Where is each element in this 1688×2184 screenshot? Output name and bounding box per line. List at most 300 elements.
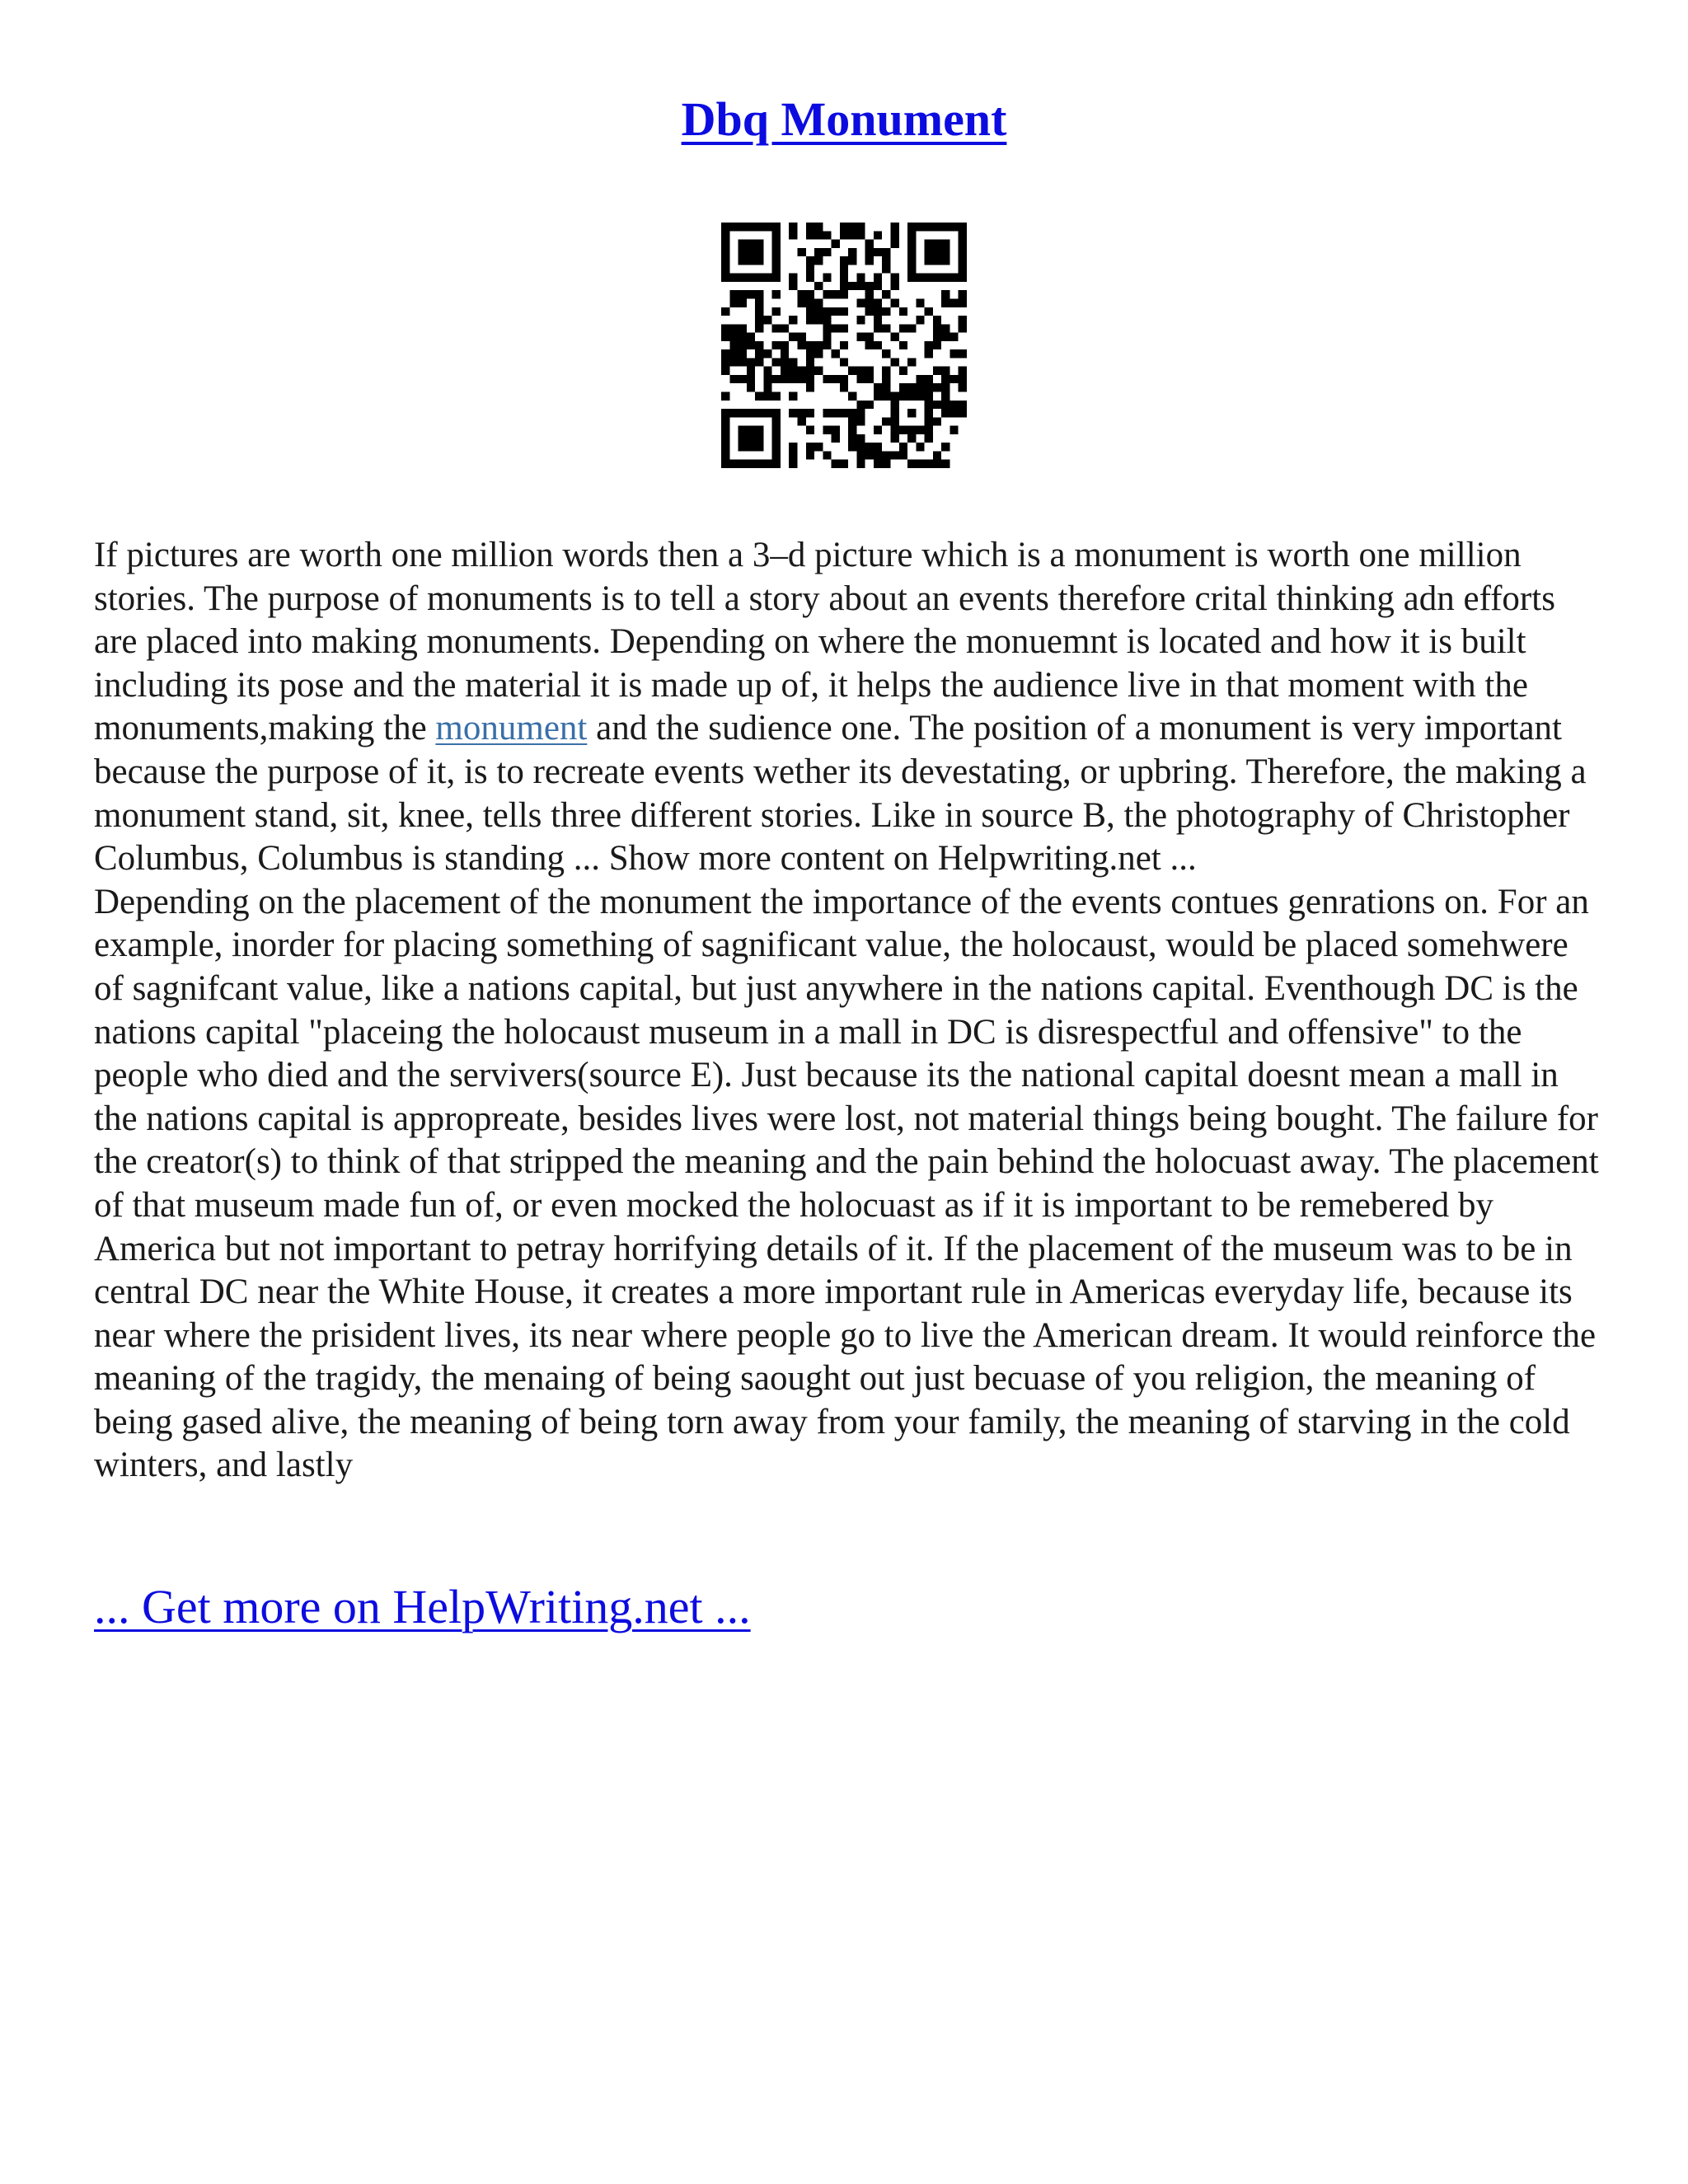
qr-module <box>814 316 823 324</box>
qr-module <box>933 401 941 409</box>
qr-module <box>874 307 882 316</box>
qr-module <box>832 240 840 248</box>
qr-module <box>959 409 967 417</box>
qr-module <box>959 248 967 256</box>
qr-module <box>899 367 907 375</box>
qr-module <box>882 417 890 425</box>
qr-module <box>933 223 941 231</box>
qr-module <box>865 367 874 375</box>
qr-module <box>789 316 797 324</box>
qr-module <box>729 324 738 332</box>
qr-module <box>840 324 848 332</box>
qr-module <box>797 248 805 256</box>
qr-module <box>747 290 755 298</box>
qr-module <box>823 375 831 383</box>
qr-module <box>721 333 729 341</box>
qr-module <box>814 298 823 307</box>
qr-module <box>772 341 781 349</box>
qr-module <box>933 383 941 391</box>
qr-module <box>840 307 848 316</box>
qr-module <box>874 383 882 391</box>
qr-module <box>755 290 763 298</box>
qr-module <box>721 443 729 451</box>
qr-module <box>959 316 967 324</box>
qr-module <box>747 333 755 341</box>
paragraph-1 <box>94 534 1602 881</box>
qr-module <box>959 401 967 409</box>
qr-module <box>925 392 933 401</box>
qr-module <box>721 349 729 358</box>
qr-module <box>941 401 950 409</box>
qr-module <box>933 333 941 341</box>
qr-module <box>874 460 882 468</box>
qr-module <box>755 298 763 307</box>
qr-module <box>882 375 890 383</box>
qr-module <box>916 443 924 451</box>
qr-module <box>856 231 865 239</box>
qr-module <box>950 426 958 434</box>
qr-module <box>781 349 789 358</box>
qr-module <box>789 282 797 290</box>
qr-module <box>865 290 874 298</box>
qr-module <box>899 307 907 316</box>
qr-module <box>797 409 805 417</box>
qr-module <box>925 341 933 349</box>
qr-module <box>823 341 831 349</box>
qr-module <box>832 324 840 332</box>
qr-module <box>848 231 856 239</box>
qr-module <box>721 451 729 459</box>
qr-module <box>840 375 848 383</box>
qr-module <box>721 460 729 468</box>
qr-module <box>916 383 924 391</box>
qr-module <box>747 358 755 366</box>
qr-module <box>806 341 814 349</box>
qr-module <box>899 383 907 391</box>
qr-module <box>840 223 848 231</box>
paragraph-1-text-a: If pictures are worth one million words then a 3–d picture which is a monument is worth one million stories. The purpose of monuments is to tell a story about an events therefore crital thinking adn efforts are placed into making monuments. Depending on where the monuemnt is located and how it is built including its pose and the material it is made up of, it helps the audience live in that moment with the monuments,making the <box>94 536 1555 748</box>
qr-module <box>840 383 848 391</box>
qr-module <box>772 248 781 256</box>
qr-module <box>814 341 823 349</box>
qr-module <box>856 367 865 375</box>
qr-module <box>891 426 899 434</box>
monument-link[interactable]: monument <box>435 709 588 748</box>
qr-module <box>738 324 747 332</box>
get-more-link[interactable]: ... Get more on HelpWriting.net ... <box>94 1580 751 1633</box>
qr-module <box>721 409 729 417</box>
title-link[interactable]: Dbq Monument <box>681 92 1007 146</box>
qr-module <box>806 298 814 307</box>
qr-module <box>941 240 950 248</box>
qr-module <box>933 367 941 375</box>
qr-module <box>891 240 899 248</box>
qr-module <box>856 451 865 459</box>
qr-module <box>747 383 755 391</box>
qr-module <box>781 341 789 349</box>
qr-module <box>925 460 933 468</box>
qr-module <box>856 417 865 425</box>
qr-module <box>865 307 874 316</box>
qr-module <box>933 256 941 265</box>
qr-module <box>823 316 831 324</box>
qr-module <box>865 401 874 409</box>
qr-module <box>856 434 865 443</box>
qr-module <box>823 333 831 341</box>
qr-module <box>874 392 882 401</box>
qr-module <box>882 248 890 256</box>
qr-module <box>797 290 805 298</box>
qr-module <box>907 240 916 248</box>
qr-module <box>755 358 763 366</box>
qr-module <box>772 392 781 401</box>
qr-module <box>747 375 755 383</box>
qr-module <box>959 265 967 273</box>
qr-module <box>832 290 840 298</box>
qr-module <box>899 392 907 401</box>
qr-module <box>916 375 924 383</box>
qr-module <box>721 367 729 375</box>
qr-module <box>891 401 899 409</box>
qr-module <box>747 367 755 375</box>
qr-module <box>840 460 848 468</box>
qr-module <box>755 248 763 256</box>
qr-module <box>891 434 899 443</box>
qr-module <box>916 316 924 324</box>
qr-module <box>721 434 729 443</box>
qr-module <box>747 426 755 434</box>
qr-module <box>772 451 781 459</box>
qr-module <box>789 223 797 231</box>
qr-module <box>797 341 805 349</box>
qr-module <box>763 375 771 383</box>
qr-module <box>772 274 781 282</box>
qr-module <box>755 256 763 265</box>
qr-module <box>925 409 933 417</box>
qr-module <box>941 324 950 332</box>
qr-module <box>806 316 814 324</box>
qr-module <box>755 349 763 358</box>
qr-module <box>755 324 763 332</box>
qr-module <box>721 248 729 256</box>
qr-module <box>772 307 781 316</box>
qr-module <box>832 434 840 443</box>
qr-module <box>848 367 856 375</box>
qr-module <box>806 443 814 451</box>
qr-module <box>941 223 950 231</box>
qr-module <box>874 316 882 324</box>
qr-module <box>941 367 950 375</box>
qr-code <box>721 223 967 468</box>
qr-module <box>925 383 933 391</box>
qr-module <box>789 358 797 366</box>
qr-module <box>721 324 729 332</box>
qr-module <box>959 298 967 307</box>
qr-module <box>806 349 814 358</box>
paragraph-1-text-b: and the sudience one. The position of a monument is very important because the purpose of it, is to recreate events wether its devestating, or upbring. Therefore, the making a monument stand, sit, knee, tells three different stories. Like in source B, the photography of Christopher Columbus, Columbus is standing ... Show more content on Helpwriting.net ... <box>94 709 1587 879</box>
qr-module <box>856 375 865 383</box>
qr-module <box>856 401 865 409</box>
qr-module <box>959 274 967 282</box>
qr-module <box>738 298 747 307</box>
qr-module <box>899 426 907 434</box>
qr-module <box>907 358 916 366</box>
qr-module <box>781 367 789 375</box>
qr-module <box>738 290 747 298</box>
qr-module <box>755 409 763 417</box>
qr-module <box>772 358 781 366</box>
qr-module <box>755 274 763 282</box>
qr-module <box>882 383 890 391</box>
qr-module <box>806 451 814 459</box>
qr-module <box>772 223 781 231</box>
qr-module <box>814 367 823 375</box>
qr-module <box>959 349 967 358</box>
qr-module <box>763 274 771 282</box>
qr-module <box>738 256 747 265</box>
qr-module <box>848 409 856 417</box>
qr-module <box>823 274 831 282</box>
qr-module <box>874 443 882 451</box>
qr-module <box>865 282 874 290</box>
qr-module <box>865 451 874 459</box>
qr-module <box>933 316 941 324</box>
qr-module <box>856 316 865 324</box>
qr-module <box>772 443 781 451</box>
qr-module <box>755 460 763 468</box>
qr-module <box>755 426 763 434</box>
qr-module <box>721 256 729 265</box>
qr-module <box>772 426 781 434</box>
qr-module <box>848 392 856 401</box>
qr-module <box>738 460 747 468</box>
qr-module <box>959 290 967 298</box>
qr-module <box>865 375 874 383</box>
qr-module <box>950 409 958 417</box>
qr-module <box>738 274 747 282</box>
qr-module <box>755 434 763 443</box>
qr-module <box>933 417 941 425</box>
qr-module <box>882 307 890 316</box>
qr-module <box>747 460 755 468</box>
qr-module <box>721 223 729 231</box>
qr-module <box>806 223 814 231</box>
qr-module <box>721 274 729 282</box>
qr-module <box>916 223 924 231</box>
qr-module <box>772 434 781 443</box>
qr-module <box>899 451 907 459</box>
qr-module <box>941 333 950 341</box>
qr-module <box>941 375 950 383</box>
qr-module <box>874 451 882 459</box>
qr-module <box>840 358 848 366</box>
qr-module <box>729 290 738 298</box>
qr-module <box>941 248 950 256</box>
qr-module <box>772 290 781 298</box>
qr-module <box>823 409 831 417</box>
qr-module <box>865 333 874 341</box>
qr-module <box>814 223 823 231</box>
qr-module <box>789 274 797 282</box>
qr-module <box>814 443 823 451</box>
qr-module <box>959 223 967 231</box>
qr-module <box>729 409 738 417</box>
qr-module <box>755 392 763 401</box>
qr-module <box>823 248 831 256</box>
qr-module <box>959 256 967 265</box>
qr-module <box>738 333 747 341</box>
qr-module <box>941 383 950 391</box>
qr-module <box>916 274 924 282</box>
qr-module <box>891 333 899 341</box>
qr-module <box>950 375 958 383</box>
qr-module <box>738 240 747 248</box>
qr-module <box>797 375 805 383</box>
qr-module <box>874 341 882 349</box>
qr-module <box>832 375 840 383</box>
qr-module <box>772 417 781 425</box>
qr-module <box>865 256 874 265</box>
qr-module <box>755 341 763 349</box>
qr-module <box>806 290 814 298</box>
qr-module <box>823 451 831 459</box>
qr-module <box>882 451 890 459</box>
qr-module <box>729 341 738 349</box>
qr-module <box>959 231 967 239</box>
qr-module <box>729 274 738 282</box>
qr-module <box>907 460 916 468</box>
qr-module <box>806 367 814 375</box>
qr-module <box>840 290 848 298</box>
qr-module <box>941 274 950 282</box>
qr-module <box>959 367 967 375</box>
qr-module <box>721 417 729 425</box>
qr-module <box>832 460 840 468</box>
qr-module <box>789 333 797 341</box>
qr-module <box>925 434 933 443</box>
qr-module <box>738 341 747 349</box>
qr-module <box>823 307 831 316</box>
qr-module <box>729 333 738 341</box>
qr-module <box>882 256 890 265</box>
qr-module <box>806 307 814 316</box>
qr-module <box>806 274 814 282</box>
qr-module <box>772 265 781 273</box>
qr-module <box>806 409 814 417</box>
qr-module <box>755 223 763 231</box>
qr-module <box>747 256 755 265</box>
qr-module <box>848 426 856 434</box>
qr-module <box>806 256 814 265</box>
qr-module <box>891 417 899 425</box>
qr-module <box>933 341 941 349</box>
qr-module <box>738 434 747 443</box>
qr-module <box>941 256 950 265</box>
qr-module <box>959 383 967 391</box>
qr-module <box>865 443 874 451</box>
qr-module <box>738 409 747 417</box>
qr-module <box>916 392 924 401</box>
qr-module <box>747 409 755 417</box>
qr-module <box>907 256 916 265</box>
qr-module <box>916 298 924 307</box>
qr-module <box>941 460 950 468</box>
qr-module <box>882 265 890 273</box>
qr-module <box>772 375 781 383</box>
qr-module <box>882 460 890 468</box>
qr-module <box>747 274 755 282</box>
qr-module <box>738 443 747 451</box>
qr-module <box>814 248 823 256</box>
qr-module <box>848 282 856 290</box>
qr-module <box>925 240 933 248</box>
qr-module <box>797 333 805 341</box>
qr-module <box>721 265 729 273</box>
qr-module <box>941 409 950 417</box>
qr-module <box>941 290 950 298</box>
qr-module <box>763 367 771 375</box>
get-more-link-container <box>94 1574 751 1640</box>
qr-module <box>797 367 805 375</box>
qr-module <box>738 349 747 358</box>
qr-module <box>832 349 840 358</box>
qr-module <box>806 375 814 383</box>
qr-module <box>772 256 781 265</box>
qr-module <box>729 358 738 366</box>
qr-module <box>925 274 933 282</box>
qr-module <box>814 282 823 290</box>
qr-module <box>848 248 856 256</box>
qr-module <box>781 324 789 332</box>
qr-module <box>933 248 941 256</box>
qr-module <box>941 298 950 307</box>
qr-module <box>907 265 916 273</box>
qr-module <box>772 324 781 332</box>
qr-module <box>891 223 899 231</box>
qr-module <box>856 274 865 282</box>
qr-module <box>941 443 950 451</box>
qr-module <box>721 426 729 434</box>
qr-module <box>806 265 814 273</box>
qr-module <box>925 426 933 434</box>
qr-module <box>814 307 823 316</box>
qr-module <box>806 383 814 391</box>
qr-module <box>747 341 755 349</box>
qr-module <box>763 392 771 401</box>
qr-module <box>865 248 874 256</box>
qr-module <box>755 307 763 316</box>
qr-module <box>832 426 840 434</box>
qr-module <box>907 383 916 391</box>
qr-module <box>738 426 747 434</box>
paragraph-2: Depending on the placement of the monument the importance of the events contues genrations on. For an example, inorder for placing something of sagnificant value, the holocaust, would be placed somehwere of sagnifcant value, like a nations capital, but just anywhere in the nations capital. Eventhough DC is the nations capital "placeing the holocaust museum in a mall in DC is disrespectful and offensive" to the people who died and the servivers(source E). Just because its the national capital doesnt mean a mall in the nations capital is appropreate, besides lives were lost, not material things being bought. The failure for the creator(s) to think of that stripped the meaning and the pain behind the holocuast away. The placement of that museum made fun of, or even mocked the holocuast as if it is important to be remebered by America but not important to petray horrifying details of it. If the placement of the museum was to be in central DC near the White House, it creates a more important rule in Americas everyday life, because its near where the prisident lives, its near where people go to live the American dream. It would reinforce the meaning of the tragidy, the menaing of being saought out just becuase of you religion, the meaning of being gased alive, the meaning of being torn away from your family, the meaning of starving in the cold winters, and lastly <box>94 882 1599 1485</box>
qr-module <box>916 426 924 434</box>
qr-module <box>763 383 771 391</box>
qr-module <box>781 358 789 366</box>
qr-module <box>891 409 899 417</box>
qr-module <box>882 392 890 401</box>
qr-module <box>891 282 899 290</box>
qr-module <box>797 417 805 425</box>
qr-module <box>907 248 916 256</box>
qr-module <box>865 298 874 307</box>
qr-module <box>840 341 848 349</box>
qr-module <box>738 223 747 231</box>
qr-module <box>856 282 865 290</box>
qr-module <box>882 367 890 375</box>
qr-module <box>925 307 933 316</box>
qr-module <box>763 316 771 324</box>
